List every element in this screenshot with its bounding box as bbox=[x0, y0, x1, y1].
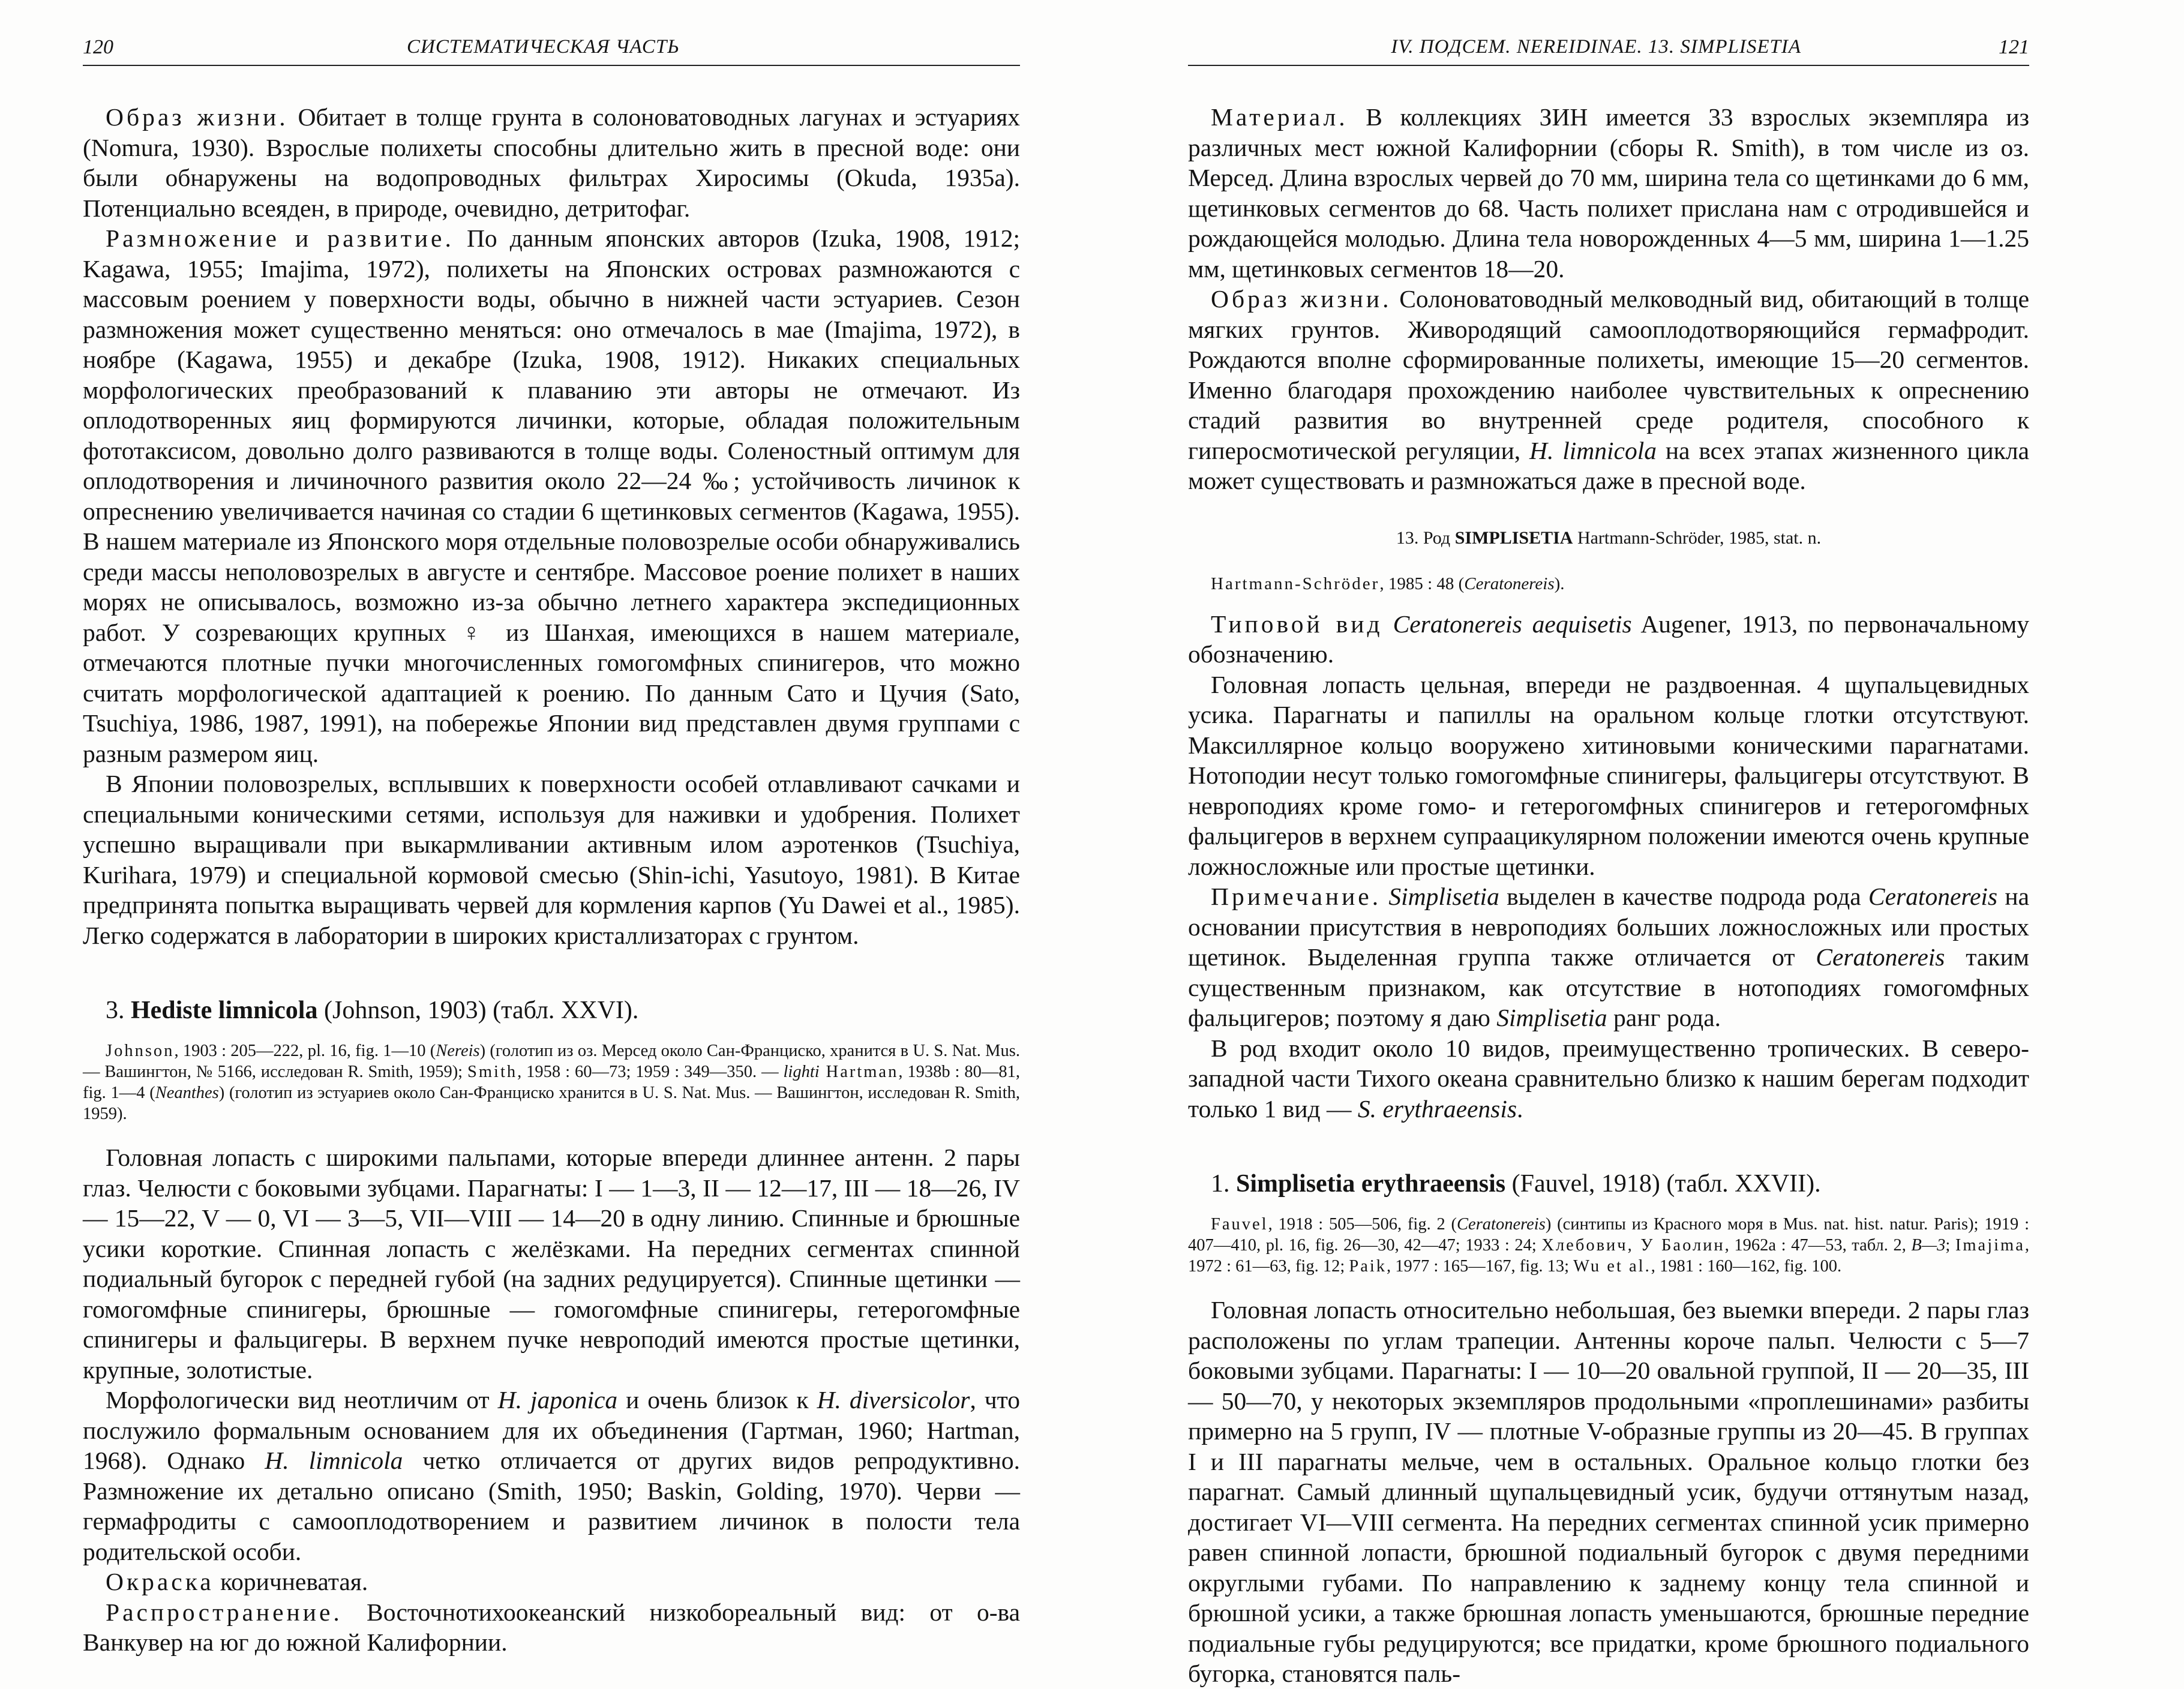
author: Wu et al. bbox=[1573, 1257, 1651, 1276]
genus-name: Ceratonereis bbox=[1457, 1215, 1546, 1234]
paragraph-genus-species-count bbox=[1188, 1033, 2029, 1124]
paragraph-label: Материал. bbox=[1211, 103, 1348, 131]
paragraph-label: Образ жизни. bbox=[1211, 285, 1392, 313]
synonymy-text: , 1981 : 160—162, fig. 100. bbox=[1651, 1257, 1842, 1276]
paragraph-text: Солоноватоводный мелководный вид, обитающий в толще мягких грунтов. Живородящий самооплодотворяющийся гермафродит. Рождаются вполне сформированные полихеты, имеющие 15—20 сегментов. Именно благодаря прохождению наиболее чувствительных к опреснению стадий развития во внутренней среде родителя, способного к гиперосмотической регуляции, bbox=[1188, 285, 2029, 464]
paragraph-label: Типовой вид bbox=[1211, 610, 1383, 638]
synonymy-text: ) (голотип из эстуариев около Сан-Франциско хранится в U. S. Nat. Mus. — Вашингтон, исследован R. Smith, 1959). bbox=[83, 1084, 1020, 1123]
author: Хлебович, У Баолин bbox=[1541, 1236, 1725, 1255]
genus-name: Ceratonereis bbox=[1464, 574, 1555, 593]
author: Johnson bbox=[106, 1042, 175, 1060]
synonymy-text: ). bbox=[1554, 574, 1565, 593]
genus-name: SIMPLISETIA bbox=[1454, 527, 1573, 548]
left-page bbox=[0, 0, 1092, 1656]
paragraph-life-habits bbox=[83, 102, 1020, 223]
author: Hartman bbox=[819, 1063, 899, 1081]
paragraph-text: на основании присутствия в невроподиях больших ложносложных или простых щетинок. Выделенная группа также отличается от bbox=[1188, 883, 2029, 971]
genus-ref: Ceratonereis bbox=[1868, 883, 1998, 910]
synonymy-text: ) (синтипы из Красного моря в Mus. nat. hist. natur. Paris); 1919 : 407—410, pl. 16, fig. 26—30, 42—47; 1933 : 24; bbox=[1188, 1215, 2029, 1255]
genus-ref: Simplisetia bbox=[1496, 1004, 1607, 1031]
species-heading bbox=[83, 995, 1020, 1026]
paragraph-text: Обитает в толще грунта в солоноватоводных лагунах и эстуариях (Nomura, 1930). Взрослые полихеты способны длительно жить в пресной воде: они были обнаружены на водопроводных фильтрах Хиросимы (Okuda, 1935a). Потенциально всеяден, в природе, очевидно, детритофаг. bbox=[83, 103, 1020, 222]
paragraph-text: четко отличается от других видов репродуктивно. Размножение их детально описано (Smith, 1950; Baskin, Golding, 1970). Черви — гермафродиты с самооплодотворением и развитием личинок в полости тела родительской особи. bbox=[83, 1447, 1021, 1565]
genus-authority: Hartmann-Schröder, 1985, stat. n. bbox=[1573, 527, 1822, 548]
synonymy-text: ) (голотип из оз. Мерсед около Сан-Франциско, хранится в U. S. Nat. Mus. — Вашингтон, № 5166, исследован R. Smith, 1959); bbox=[83, 1042, 1020, 1081]
paragraph-text: и очень близок к bbox=[617, 1386, 817, 1414]
paragraph-description: Головная лопасть с широкими пальпами, которые впереди длиннее антенн. 2 пары глаз. Челюсти с боковыми зубцами. Парагнаты: I — 1—3, II — 12—17, III — 18—26, IV — 15—22, V — 0, VI — 3—5, VII—VIII — 14—20 в одну линию. Спинные и брюшные усики короткие. Спинная лопасть с желёзками. На передних сегментах спинной подиальный бугорок с передней губой (на задних редуцируется). Спинные щетинки — гомогомфные спинигеры, брюшные — гомогомфные спинигеры, гетерогомфные спинигеры и фальцигеры. В верхнем пучке невроподий имеются простые щетинки, крупные, золотистые. bbox=[83, 1144, 1020, 1384]
paragraph-text: коричневатая. bbox=[214, 1568, 368, 1595]
synonymy-text: , 1962a : 47—53, табл. 2, bbox=[1724, 1236, 1912, 1255]
author: Fauvel bbox=[1211, 1215, 1268, 1234]
species-number: 3. bbox=[106, 997, 125, 1024]
species-authority: (Johnson, 1903) (табл. XXVI). bbox=[317, 997, 639, 1024]
author: Smith bbox=[467, 1063, 518, 1081]
paragraph-label: Примечание. bbox=[1211, 883, 1382, 910]
synonymy-text: , 1972 : 61—63, fig. 12; bbox=[1188, 1236, 2029, 1276]
paragraph-label: Размножение и развитие. bbox=[106, 224, 454, 252]
species-authority: (Fauvel, 1918) (табл. XXVII). bbox=[1505, 1170, 1821, 1198]
paragraph-type-species bbox=[1188, 609, 2029, 670]
paragraph-material bbox=[1188, 102, 2029, 284]
paragraph-text: ранг рода. bbox=[1607, 1004, 1721, 1031]
paragraph-label: Окраска bbox=[106, 1568, 214, 1595]
species-heading bbox=[1188, 1168, 2029, 1199]
genus-ref: Ceratonereis bbox=[1816, 943, 1945, 971]
paragraph-text: В Японии половозрелых, всплывших к поверхности особей отлавливают сачками и специальными коническими сетями, используя для наживки и удобрения. Полихет успешно выращивали при выкармливании активным илом аэротенков (Tsuchiya, Kurihara, 1979) и специальной кормовой смесью (Shin-ichi, Yasutoyo, 1981). В Китае предпринята попытка выращивать червей для кормления карпов (Yu Dawei et al., 1985). Легко содержатся в лаборатории в широких кристаллизаторах с грунтом. bbox=[83, 770, 1020, 949]
paragraph-japan-usage bbox=[83, 769, 1020, 950]
species-ref: H. japonica bbox=[497, 1386, 618, 1414]
synonymy-text: , 1938b : 80—81, fig. 1—4 ( bbox=[83, 1063, 1021, 1102]
genus-name: lighti bbox=[783, 1063, 820, 1081]
right-page bbox=[1092, 0, 2184, 1687]
synonymy-text: , 1985 : 48 ( bbox=[1379, 574, 1465, 593]
author: Imajima bbox=[1955, 1236, 2025, 1255]
species-number: 1. bbox=[1211, 1170, 1230, 1198]
author: Hartmann-Schröder bbox=[1211, 574, 1380, 593]
paragraph-text: Augener, 1913, по первоначальному обозначению. bbox=[1188, 610, 2029, 668]
species-name: Hediste limnicola bbox=[131, 997, 318, 1024]
left-page-body bbox=[83, 102, 1020, 1658]
paragraph-text: Морфологически вид неотличим от bbox=[106, 1386, 498, 1414]
paragraph-text: выделен в качестве подрода рода bbox=[1499, 883, 1868, 910]
species-ref: H. limnicola bbox=[1529, 436, 1657, 464]
paragraph-text: По данным японских авторов (Izuka, 1908, 1912; Kagawa, 1955; Imajima, 1972), полихеты на Японских островах размножаются с массовым роением у поверхности воды, обычно в нижней части эстуариев. Сезон размножения может существенно меняться: оно отмечалось в мае (Imajima, 1972), в ноябре (Kagawa, 1955) и декабре (Izuka, 1908, 1912). Никаких специальных морфологических преобразований к плаванию эти авторы не отмечают. Из оплодотворенных яиц формируются личинки, которые, обладая положительным фототаксисом, довольно долго развиваются в толще воды. Соленостный оптимум для оплодотворения и личиночного развития около 22—24 ‰; устойчивость личинок к опреснению увеличивается начиная со стадии 6 щетинковых сегментов (Kagawa, 1955). В нашем материале из Японского моря отдельные половозрелые особи обнаруживались среди массы неполовозрелых в августе и сентябре. Массовое роение полихет в наших морях не описывалось, возможно из-за обычно летнего характера экспедиционных работ. У созревающих крупных ♀ из Шанхая, имеющихся в нашем материале, отмечаются плотные пучки многочисленных гомогомфных спинигеров, что можно считать морфологической адаптацией к роению. По данным Сато и Цучия (Sato, Tsuchiya, 1986, 1987, 1991), на побережье Японии вид представлен двумя группами с разным размером яиц. bbox=[83, 224, 1020, 767]
paragraph-morphology bbox=[83, 1385, 1020, 1567]
header-rule bbox=[83, 65, 1020, 66]
species-ref: H. diversicolor bbox=[817, 1386, 970, 1414]
paragraph-description: Головная лопасть относительно небольшая, без выемки впереди. 2 пары глаз расположены по углам трапеции. Антенны короче пальп. Челюсти с 5—7 боковыми зубцами. Парагнаты: I — 10—20 овальной группой, II — 20—35, III — 50—70, у некоторых экземпляров продольными «проплешинами» разбиты примерно на 5 групп, IV — плотные V-образные группы из 20—45. В группах I и III парагнаты мельче, чем в остальных. Оральное кольцо глотки без парагнат. Самый длинный щупальцевидный усик, будучи оттянутым назад, достигает VI—VIII сегмента. На передних сегментах спинной усик примерно равен спинной лопасти, брюшной подиальный бугорок с двумя передними округлыми губами. По направлению к заднему концу тела спинной и брюшной усики, а также брюшная лопасть уменьшаются, брюшные передние подиальные губы редуцируются; все придатки, кроме брюшного подиального бугорка, становятся паль- bbox=[1188, 1296, 2029, 1687]
synonymy-text: , 1918 : 505—506, fig. 2 ( bbox=[1268, 1215, 1457, 1234]
paragraph-text: на всех этапах жизненного цикла может существовать и размножаться даже в пресной воде. bbox=[1188, 436, 2029, 494]
paragraph-text: , что послужило формальным основанием для их объединения (Гартман, 1960; Hartman, 1968). Однако bbox=[83, 1386, 1020, 1474]
species-ref: Ceratonereis aequisetis bbox=[1393, 610, 1632, 638]
left-page-header bbox=[83, 36, 1020, 66]
genus-number: 13. Род bbox=[1396, 527, 1455, 548]
paragraph-reproduction bbox=[83, 223, 1020, 769]
page-number: 120 bbox=[83, 36, 113, 58]
genus-ref: Simplisetia bbox=[1388, 883, 1499, 910]
synonymy-text: ; bbox=[1945, 1236, 1955, 1255]
genus-name: Nereis bbox=[436, 1042, 480, 1060]
paragraph-text: таким существенным признаком, как отсутствие в нотоподиях гомогомфных фальцигеров; поэтому я даю bbox=[1188, 943, 2029, 1031]
genus-synonymy bbox=[1188, 572, 2029, 596]
synonymy-text: , 1977 : 165—167, fig. 13; bbox=[1387, 1257, 1574, 1276]
right-page-body bbox=[1188, 102, 2029, 1689]
genus-name: Neanthes bbox=[155, 1084, 219, 1102]
paragraph-text: . bbox=[1517, 1094, 1523, 1123]
author: Paik bbox=[1349, 1257, 1387, 1276]
paragraph-text: В коллекциях ЗИН имеется 33 взрослых экземпляра из различных мест южной Калифорнии (сборы R. Smith), в том числе из оз. Мерсед. Длина взрослых червей до 70 мм, ширина тела со щетинками до 6 мм, щетинковых сегментов до 68. Часть полихет прислана нам с отродившейся и рождающейся молодью. Длина тела новорожденных 4—5 мм, ширина 1—1.25 мм, щетинковых сегментов 18—20. bbox=[1188, 103, 2029, 283]
header-rule bbox=[1188, 65, 2029, 66]
right-page-header bbox=[1188, 36, 2029, 66]
genus-heading bbox=[1188, 526, 2029, 550]
running-title: IV. ПОДСЕМ. NEREIDINAE. 13. SIMPLISETIA bbox=[1391, 36, 1801, 58]
paragraph-coloration bbox=[83, 1567, 1020, 1597]
paragraph-life-habits bbox=[1188, 284, 2029, 496]
paragraph-genus-description: Головная лопасть цельная, впереди не раздвоенная. 4 щупальцевидных усика. Парагнаты и папиллы на оральном кольце глотки отсутствуют. Максиллярное кольцо вооружено хитиновыми коническими парагнатами. Нотоподии несут только гомогомфные спинигеры, фальцигеры отсутствуют. В невроподиях кроме гомо- и гетерогомфных спинигеров и гетерогомфных фальцигеров в верхнем супраацикулярном положении имеются очень крупные ложносложные или простые щетинки. bbox=[1188, 670, 2029, 880]
paragraph-label: Образ жизни. bbox=[106, 103, 289, 131]
table-ref: B—3 bbox=[1911, 1236, 1946, 1255]
paragraph-text: В род входит около 10 видов, преимущественно тропических. В северо-западной части Тихого океана сравнительно близко к нашим берегам подходит только 1 вид — bbox=[1188, 1034, 2029, 1123]
synonymy-text: , 1903 : 205—222, pl. 16, fig. 1—10 ( bbox=[174, 1042, 436, 1060]
synonymy-text: , 1958 : 60—73; 1959 : 349—350. — bbox=[517, 1063, 784, 1081]
paragraph-note bbox=[1188, 881, 2029, 1033]
synonymy bbox=[1188, 1214, 2029, 1277]
species-ref: H. limnicola bbox=[265, 1447, 403, 1474]
species-ref: S. erythraeensis bbox=[1357, 1094, 1517, 1123]
paragraph-distribution bbox=[83, 1597, 1020, 1658]
page-number: 121 bbox=[1999, 36, 2029, 58]
species-name: Simplisetia erythraeensis bbox=[1236, 1170, 1506, 1198]
paragraph-text: Восточнотихоокеанский низкобореальный вид: от о-ва Ванкувер на юг до южной Калифорнии. bbox=[83, 1598, 1020, 1656]
paragraph-label: Распространение. bbox=[106, 1598, 343, 1626]
synonymy bbox=[83, 1040, 1020, 1124]
running-title: СИСТЕМАТИЧЕСКАЯ ЧАСТЬ bbox=[407, 36, 680, 58]
